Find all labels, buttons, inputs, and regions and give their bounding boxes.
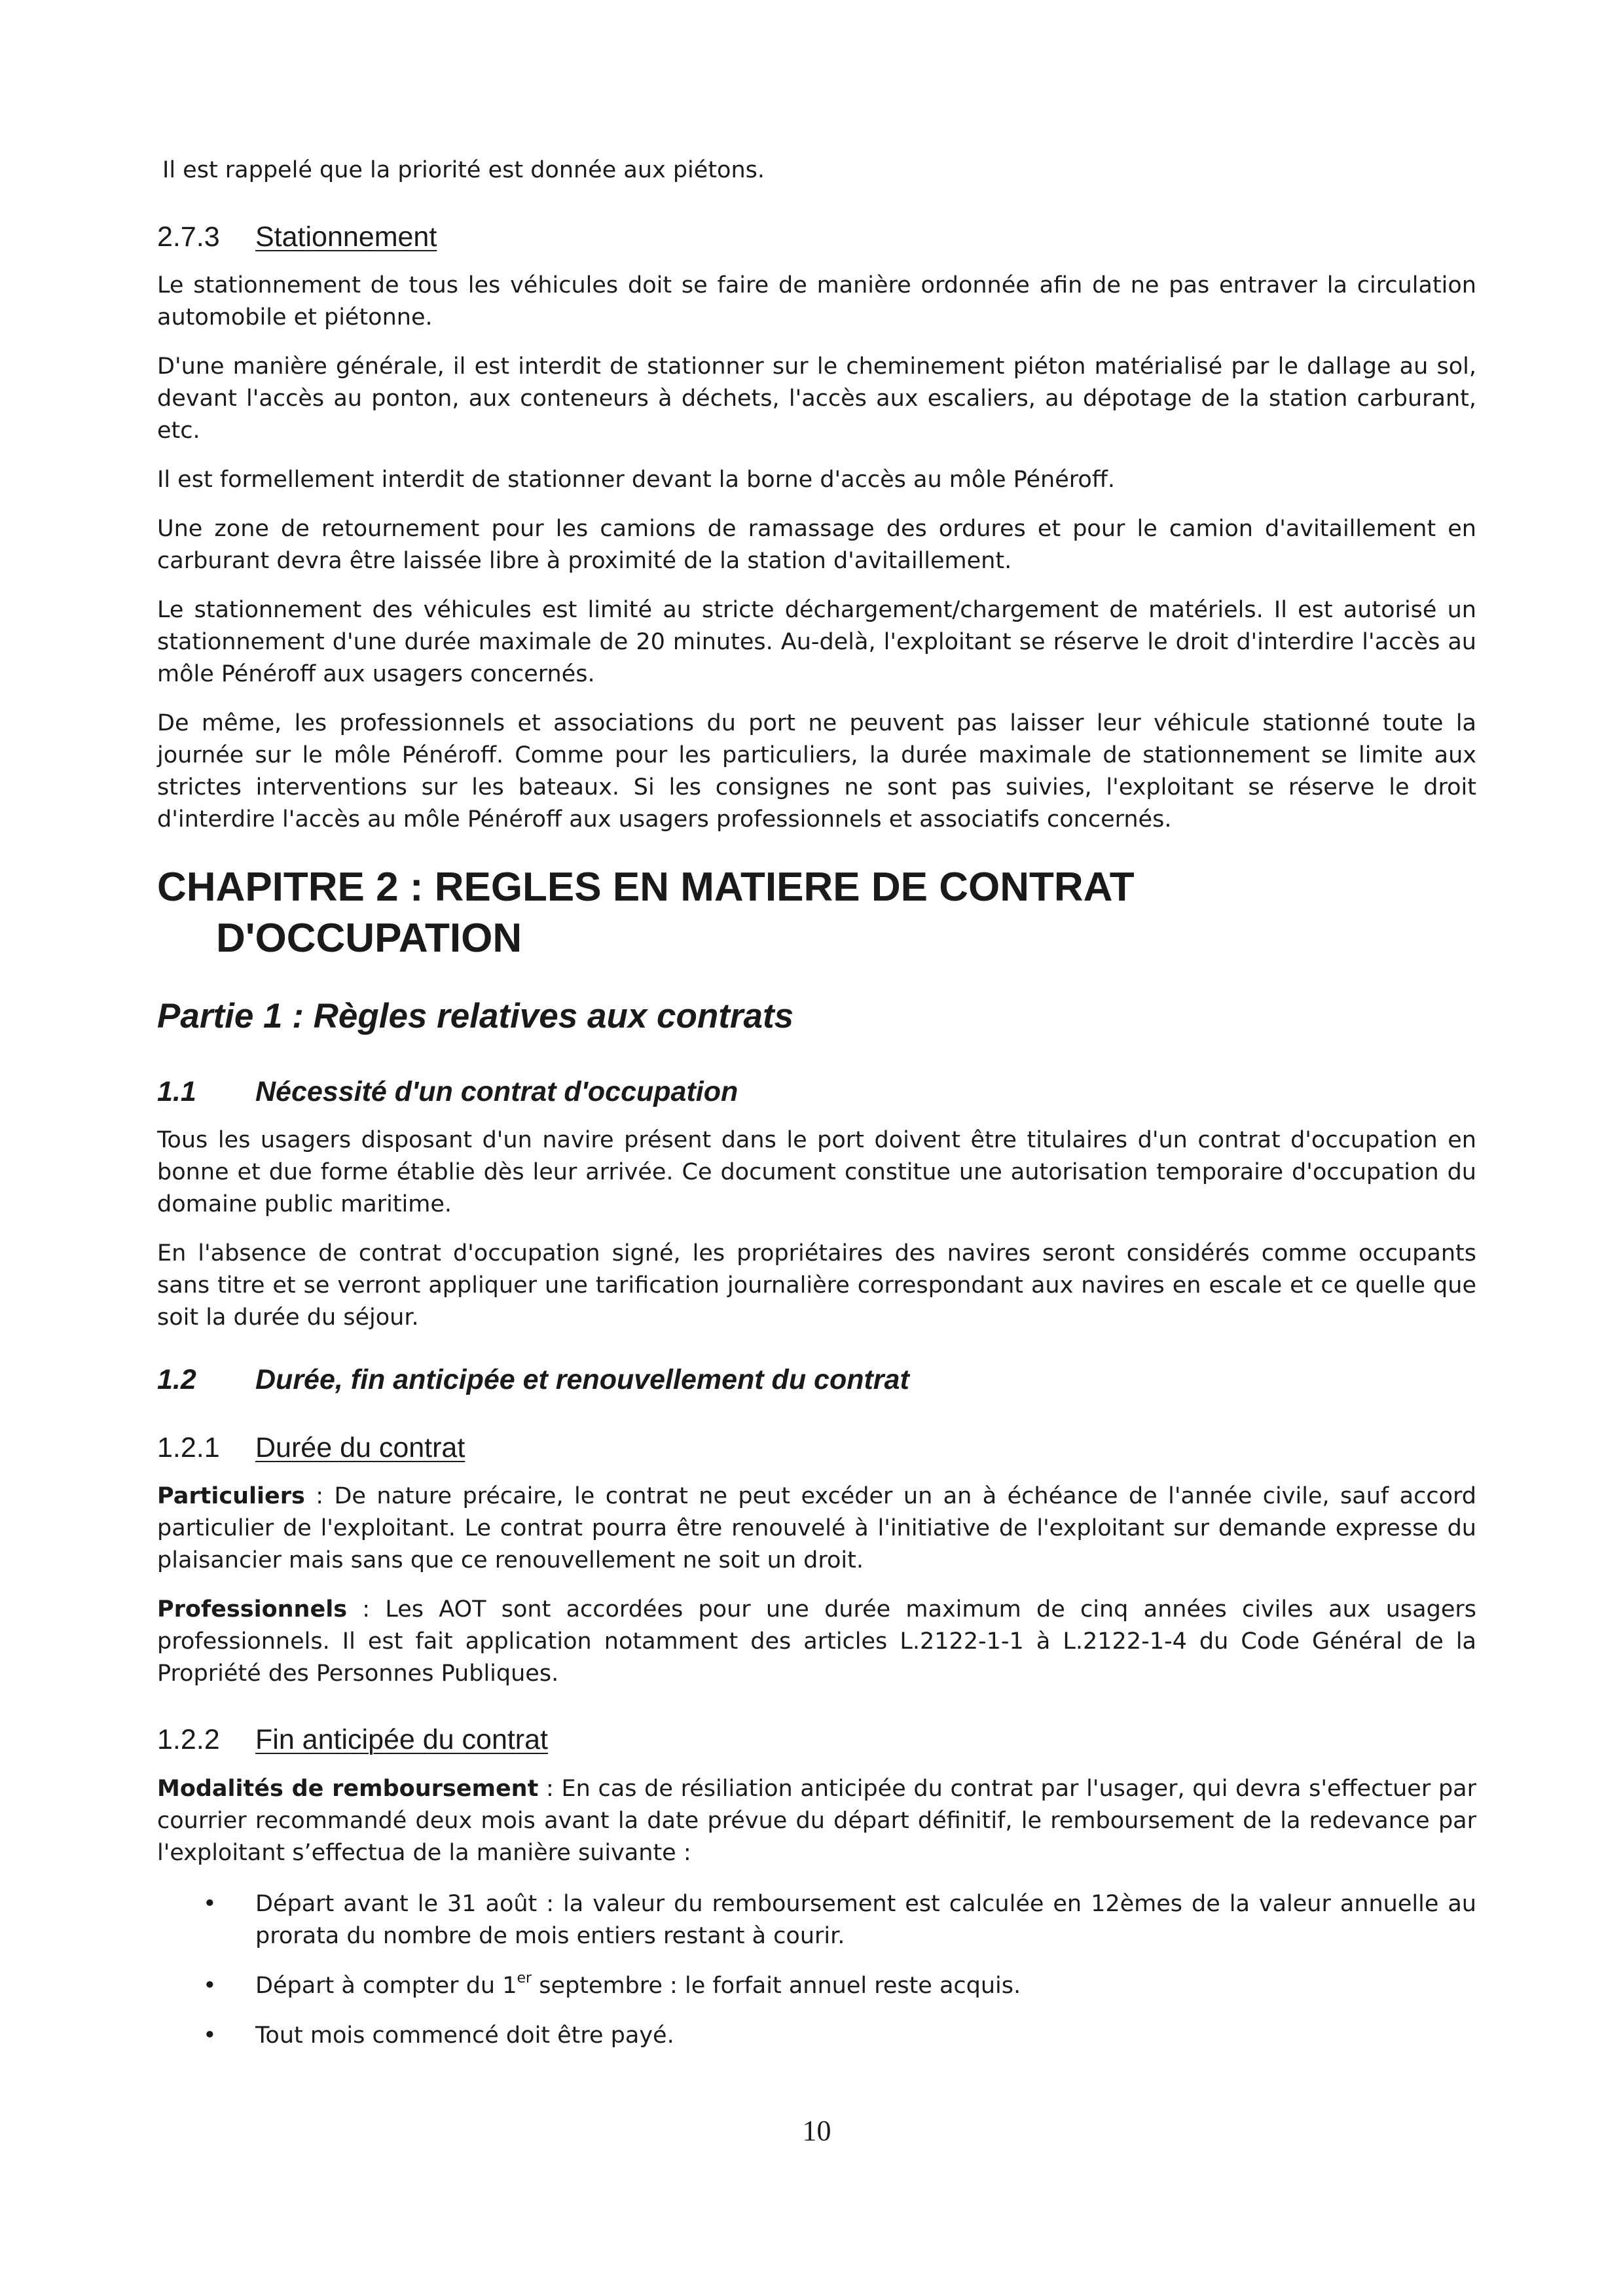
section-1-2-1-body [157, 1480, 1476, 1707]
label-remboursement: Modalités de remboursement [157, 1776, 539, 1802]
heading-number: 1.2.2 [157, 1724, 220, 1755]
section-2-7-3-body [157, 270, 1476, 853]
heading-number: 1.2 [157, 1364, 196, 1395]
label-professionnels: Professionnels [157, 1596, 348, 1623]
document-page [157, 0, 1476, 2296]
heading-title: Nécessité d'un contrat d'occupation [255, 1076, 739, 1107]
text-particuliers: : De nature précaire, le contrat ne peut excéder un an à échéance de l'année civile, sauf accord particulier de l'exploitant. Le contrat pourra être renouvelé à l'initiative de l'exploitant sur demande expresse du plaisancier mais sans que ce renouvellement ne soit un droit. [157, 1483, 1476, 1573]
paragraph: Il est formellement interdit de stationner devant la borne d'accès au môle Pénéroff. [157, 467, 1116, 493]
list-item-text: Départ avant le 31 août : la valeur du remboursement est calculée en 12èmes de la valeur annuelle au prorata du nombre de mois entiers restant à courir. [255, 1891, 1476, 1949]
section-1-1-body [157, 1124, 1476, 1351]
part-heading: Partie 1 : Règles relatives aux contrats [157, 997, 794, 1035]
text-remboursement: : En cas de résiliation anticipée du contrat par l'usager, qui devra s'effectuer par courrier recommandé deux mois avant la date prévue du départ définitif, le remboursement de la redevance par l'exploitant s’effectua de la manière suivante : [157, 1776, 1476, 1866]
paragraph: En l'absence de contrat d'occupation signé, les propriétaires des navires seront considérés comme occupants sans titre et se verront appliquer une tarification journalière correspondant aux navires en escale et ce quelle que soit la durée du séjour. [157, 1240, 1476, 1331]
list-item [157, 1888, 1476, 1952]
list-item-text: Tout mois commencé doit être payé. [255, 2022, 674, 2049]
paragraph: Tous les usagers disposant d'un navire présent dans le port doivent être titulaires d'un contrat d'occupation en bonne et due forme établie dès leur arrivée. Ce document constitue une autorisation temporaire d'occupation du domaine public maritime. [157, 1127, 1476, 1217]
bullet-icon: • [203, 1973, 217, 1999]
text-professionnels: : Les AOT sont accordées pour une durée maximum de cinq années civiles aux usagers professionnels. Il est fait application notamment des articles L.2122-1-1 à L.2122-1-4 du Code Général de la Propriété des Personnes Publiques. [157, 1596, 1476, 1687]
heading-number: 2.7.3 [157, 221, 220, 253]
list-item-text: Départ à compter du 1 [255, 1973, 517, 1999]
chapter-line-2: D'OCCUPATION [216, 916, 522, 961]
label-particuliers: Particuliers [157, 1483, 305, 1509]
chapter-line-1: CHAPITRE 2 : REGLES EN MATIERE DE CONTRAT [157, 865, 1135, 910]
paragraph: D'une manière générale, il est interdit de stationner sur le cheminement piéton matérialisé par le dallage au sol, devant l'accès au ponton, aux conteneurs à déchets, l'accès aux escaliers, au dépotage de la station carburant, etc. [157, 353, 1476, 444]
list-item [157, 2020, 1476, 2052]
paragraph: Le stationnement de tous les véhicules doit se faire de manière ordonnée afin de ne pas entraver la circulation automobile et piétonne. [157, 272, 1476, 331]
bullet-icon: • [203, 2022, 217, 2049]
heading-title: Stationnement [255, 221, 437, 253]
heading-2-7-3 [157, 220, 437, 254]
heading-number: 1.2.1 [157, 1432, 220, 1463]
list-item [157, 1970, 1476, 2002]
list-item-text: septembre : le forfait annuel reste acquis. [532, 1973, 1021, 1999]
heading-title: Durée du contrat [255, 1432, 465, 1463]
bullet-icon: • [203, 1891, 217, 1917]
intro-paragraph: Il est rappelé que la priorité est donnée aux piétons. [162, 157, 765, 183]
heading-1-2-2 [157, 1723, 548, 1757]
paragraph: Une zone de retournement pour les camions de ramassage des ordures et pour le camion d'avitaillement en carburant devra être laissée libre à proximité de la station d'avitaillement. [157, 516, 1476, 574]
heading-title: Durée, fin anticipée et renouvellement du contrat [255, 1364, 909, 1395]
heading-1-1 [157, 1075, 738, 1109]
paragraph: Le stationnement des véhicules est limité au stricte déchargement/chargement de matériels. Il est autorisé un stationnement d'une durée maximale de 20 minutes. Au-delà, l'exploitant se réserve le droit d'interdire l'accès au môle Pénéroff aux usagers concernés. [157, 597, 1476, 687]
chapter-heading [157, 862, 1476, 964]
heading-1-2-1 [157, 1431, 465, 1465]
paragraph-professionnels [157, 1594, 1476, 1690]
paragraph: De même, les professionnels et associations du port ne peuvent pas laisser leur véhicule stationné toute la journée sur le môle Pénéroff. Comme pour les particuliers, la durée maximale de stationnement se limite aux strictes interventions sur les bateaux. Si les consignes ne sont pas suivies, l'exploitant se réserve le droit d'interdire l'accès au môle Pénéroff aux usagers professionnels et associatifs concernés. [157, 710, 1476, 833]
bullet-list [157, 1888, 1476, 2070]
heading-1-2 [157, 1363, 909, 1397]
paragraph-remboursement [157, 1773, 1476, 1869]
heading-number: 1.1 [157, 1076, 196, 1107]
section-1-2-2-body [157, 1773, 1476, 1886]
page-number: 10 [802, 2115, 831, 2147]
heading-title: Fin anticipée du contrat [255, 1724, 548, 1755]
superscript: er [517, 1970, 532, 1986]
paragraph-particuliers [157, 1480, 1476, 1577]
